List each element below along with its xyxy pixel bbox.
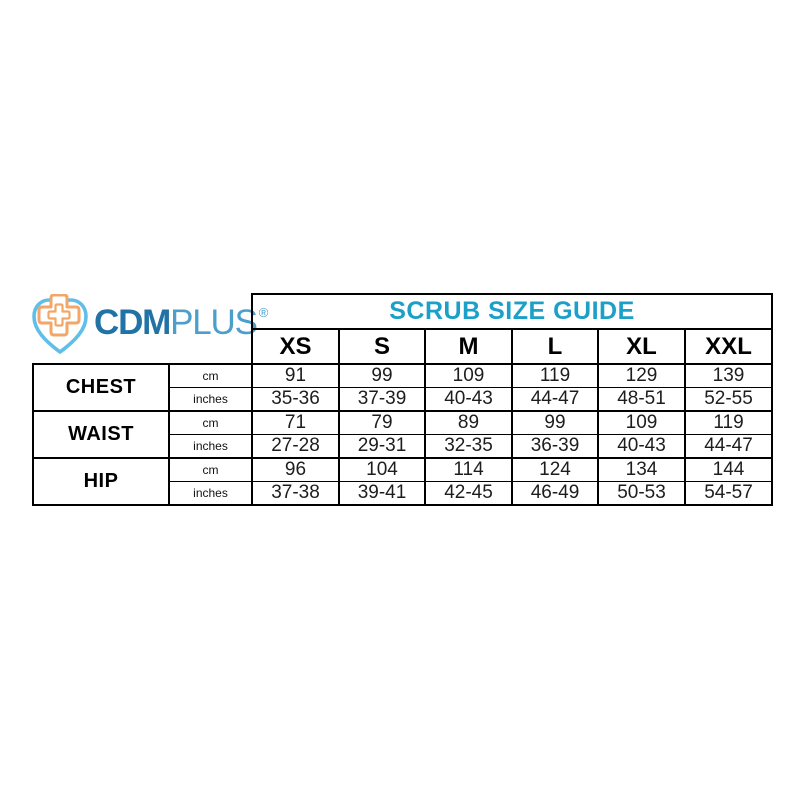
value-cell: 119 bbox=[685, 411, 772, 435]
unit-label-inches: inches bbox=[169, 435, 252, 459]
value-cell: 91 bbox=[252, 364, 339, 388]
value-cell: 96 bbox=[252, 458, 339, 482]
size-header-xxl: XXL bbox=[685, 329, 772, 364]
brand-text-light: PLUS bbox=[170, 303, 257, 342]
registered-trademark-icon: ® bbox=[258, 305, 269, 320]
value-cell: 129 bbox=[598, 364, 685, 388]
value-cell: 99 bbox=[512, 411, 598, 435]
size-header-s: S bbox=[339, 329, 425, 364]
unit-label-inches: inches bbox=[169, 482, 252, 506]
size-header-xl: XL bbox=[598, 329, 685, 364]
value-cell: 144 bbox=[685, 458, 772, 482]
value-cell: 39-41 bbox=[339, 482, 425, 506]
value-cell: 114 bbox=[425, 458, 512, 482]
value-cell: 79 bbox=[339, 411, 425, 435]
value-cell: 104 bbox=[339, 458, 425, 482]
value-cell: 139 bbox=[685, 364, 772, 388]
value-cell: 44-47 bbox=[685, 435, 772, 459]
value-cell: 54-57 bbox=[685, 482, 772, 506]
value-cell: 89 bbox=[425, 411, 512, 435]
value-cell: 46-49 bbox=[512, 482, 598, 506]
table-title: SCRUB SIZE GUIDE bbox=[252, 294, 772, 329]
value-cell: 40-43 bbox=[598, 435, 685, 459]
value-cell: 44-47 bbox=[512, 388, 598, 412]
value-cell: 50-53 bbox=[598, 482, 685, 506]
value-cell: 42-45 bbox=[425, 482, 512, 506]
value-cell: 109 bbox=[598, 411, 685, 435]
unit-label-cm: cm bbox=[169, 364, 252, 388]
value-cell: 124 bbox=[512, 458, 598, 482]
value-cell: 27-28 bbox=[252, 435, 339, 459]
scrub-size-table bbox=[32, 293, 773, 506]
value-cell: 99 bbox=[339, 364, 425, 388]
value-cell: 35-36 bbox=[252, 388, 339, 412]
value-cell: 32-35 bbox=[425, 435, 512, 459]
value-cell: 71 bbox=[252, 411, 339, 435]
value-cell: 109 bbox=[425, 364, 512, 388]
value-cell: 48-51 bbox=[598, 388, 685, 412]
value-cell: 134 bbox=[598, 458, 685, 482]
value-cell: 52-55 bbox=[685, 388, 772, 412]
row-label-hip: HIP bbox=[33, 458, 169, 505]
row-label-waist: WAIST bbox=[33, 411, 169, 458]
unit-label-cm: cm bbox=[169, 458, 252, 482]
unit-label-inches: inches bbox=[169, 388, 252, 412]
unit-label-cm: cm bbox=[169, 411, 252, 435]
value-cell: 29-31 bbox=[339, 435, 425, 459]
value-cell: 36-39 bbox=[512, 435, 598, 459]
row-label-chest: CHEST bbox=[33, 364, 169, 411]
brand-text-bold: CDM bbox=[94, 303, 171, 342]
value-cell: 119 bbox=[512, 364, 598, 388]
size-header-m: M bbox=[425, 329, 512, 364]
size-header-xs: XS bbox=[252, 329, 339, 364]
value-cell: 40-43 bbox=[425, 388, 512, 412]
logo-spacer bbox=[33, 294, 252, 329]
value-cell: 37-39 bbox=[339, 388, 425, 412]
size-header-l: L bbox=[512, 329, 598, 364]
value-cell: 37-38 bbox=[252, 482, 339, 506]
logo-spacer bbox=[33, 329, 252, 364]
